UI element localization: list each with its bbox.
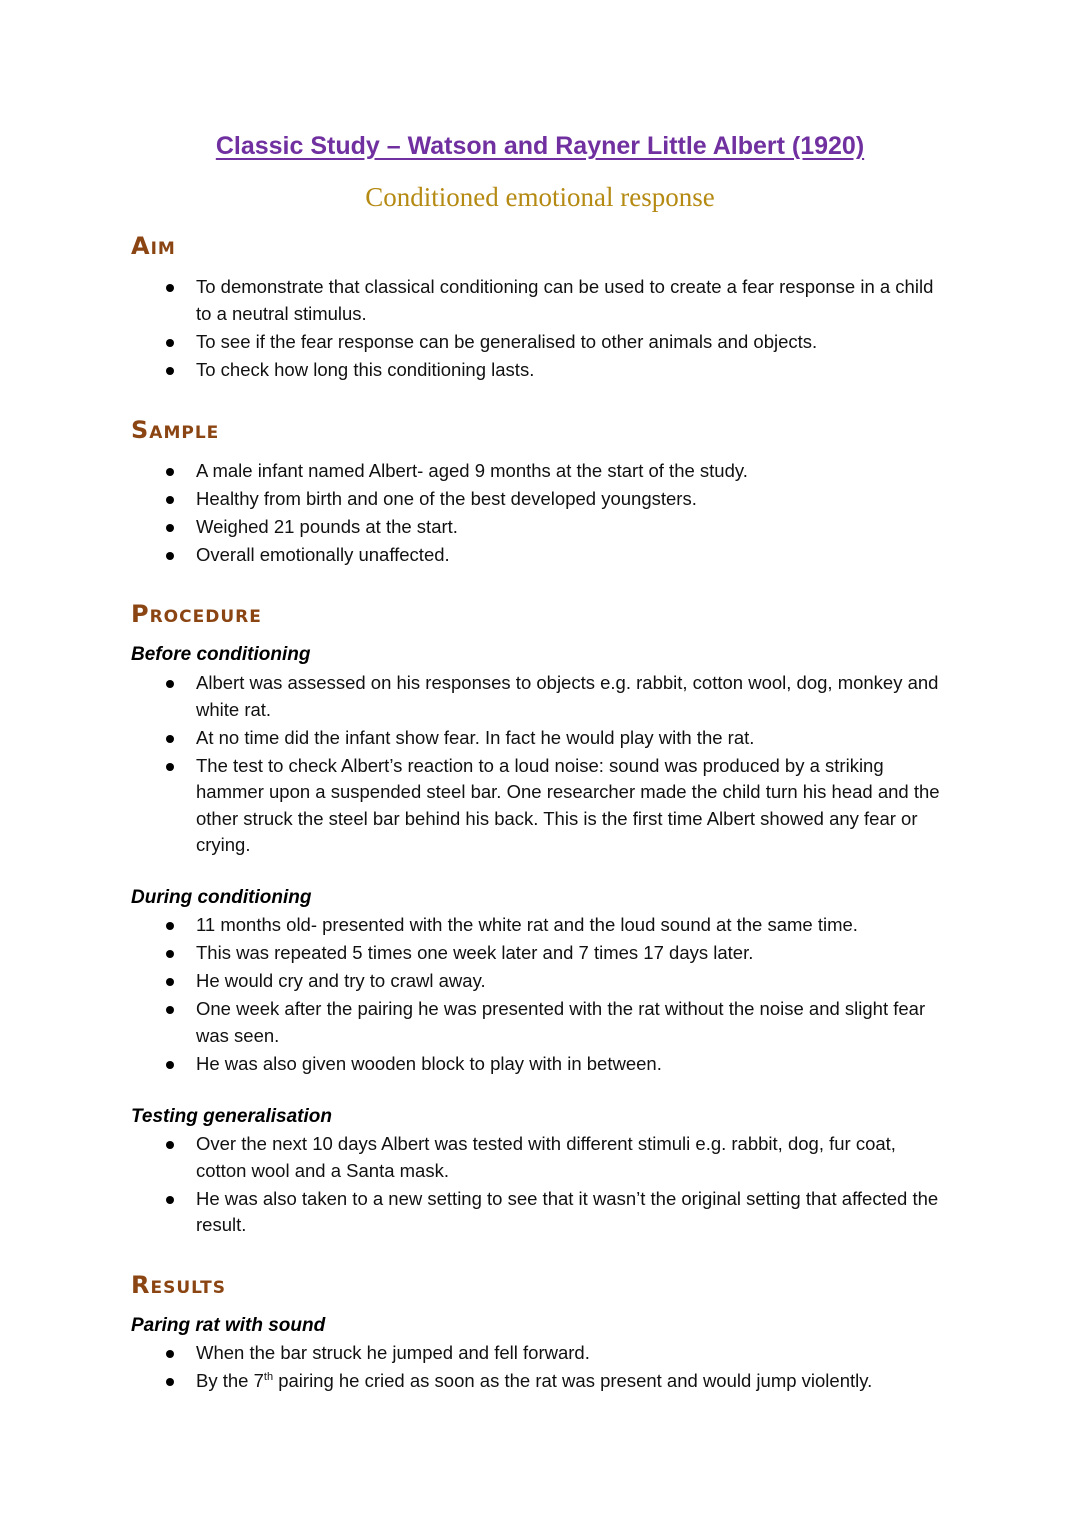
list-item: Overall emotionally unaffected. [0,542,946,569]
pairing-label: Paring rat with sound [131,1315,326,1336]
page-subtitle: Conditioned emotional response [365,182,715,212]
page-title: Classic Study – Watson and Rayner Little Albert (1920) [215,132,865,160]
list-item: Albert was assessed on his responses to objects e.g. rabbit, cotton wool, dog, monkey and white rat. [0,670,946,723]
before-conditioning-list [0,670,946,860]
list-item: This was repeated 5 times one week later and 7 times 17 days later. [0,940,946,967]
sample-heading: Sample [131,416,220,444]
list-item: At no time did the infant show fear. In fact he would play with the rat. [0,725,946,752]
list-item: To demonstrate that classical conditioning can be used to create a fear response in a child to a neutral stimulus. [0,274,946,327]
list-item: To see if the fear response can be generalised to other animals and objects. [0,329,946,356]
pairing-list [0,1340,946,1396]
aim-list [0,274,946,385]
list-item: A male infant named Albert- aged 9 months at the start of the study. [0,458,946,485]
sample-list [0,458,946,570]
list-item: When the bar struck he jumped and fell forward. [0,1340,946,1367]
list-item: To check how long this conditioning lasts. [0,357,946,384]
item-text-end: pairing he cried as soon as the rat was present and would jump violently. [273,1370,873,1391]
results-heading: Results [131,1271,226,1299]
list-item: Over the next 10 days Albert was tested with different stimuli e.g. rabbit, dog, fur coat, cotton wool and a Santa mask. [0,1131,946,1184]
list-item: He was also taken to a new setting to see that it wasn’t the original setting that affected the result. [0,1186,946,1239]
list-item: 11 months old- presented with the white rat and the loud sound at the same time. [0,912,946,939]
list-item: Healthy from birth and one of the best developed youngsters. [0,486,946,513]
list-item: He would cry and try to crawl away. [0,968,946,995]
list-item: One week after the pairing he was presented with the rat without the noise and slight fear was seen. [0,996,946,1049]
item-text-start: By the 7 [196,1370,264,1391]
testing-generalisation-list [0,1131,946,1240]
list-item [0,1368,946,1395]
procedure-heading: Procedure [131,600,262,628]
testing-generalisation-label: Testing generalisation [131,1106,332,1127]
during-conditioning-label: During conditioning [131,887,312,908]
during-conditioning-list [0,912,946,1079]
aim-heading: Aim [131,232,176,260]
list-item: Weighed 21 pounds at the start. [0,514,946,541]
before-conditioning-label: Before conditioning [131,644,311,665]
list-item: The test to check Albert’s reaction to a loud noise: sound was produced by a striking hammer upon a suspended steel bar. One researcher made the child turn his head and the other struck the steel bar behind his back. This is the first time Albert showed any fear or crying. [0,753,946,859]
ordinal-suffix: th [263,1370,274,1383]
list-item: He was also given wooden block to play with in between. [0,1051,946,1078]
